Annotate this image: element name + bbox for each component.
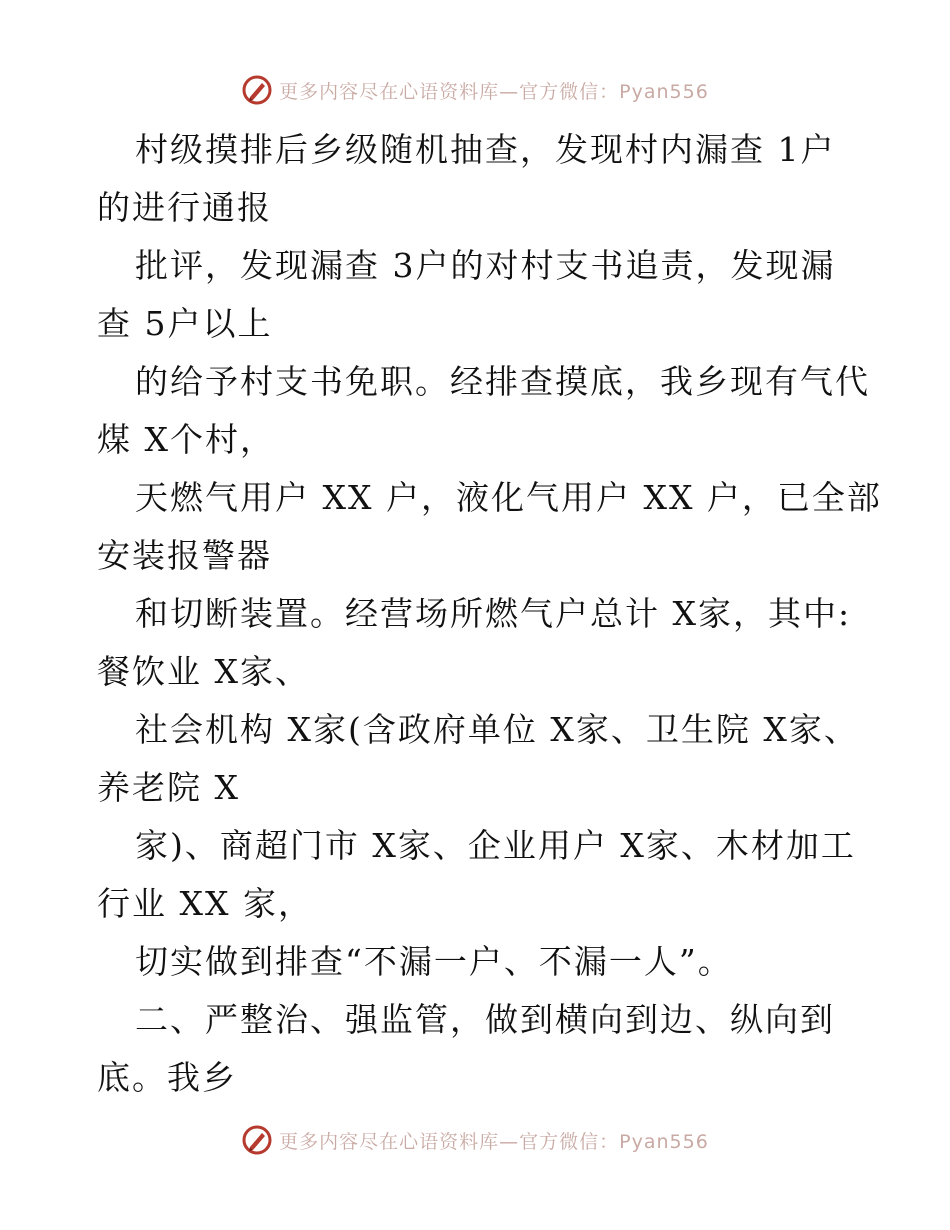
paragraph-line: 家)、商超门市 X家、企业用户 X家、木材加工 xyxy=(135,826,856,865)
paragraph-line: 的给予村支书免职。经排查摸底，我乡现有气代 xyxy=(135,362,870,401)
watermark-text: 更多内容尽在心语资料库—官方微信：Pyan556 xyxy=(279,1130,709,1153)
paragraph-line: 安装报警器 xyxy=(97,536,272,575)
paragraph-line: 养老院 X xyxy=(97,768,240,807)
section-heading-line: 二、严整治、强监管，做到横向到边、纵向到 xyxy=(135,1000,835,1039)
paragraph-line: 底。我乡 xyxy=(97,1058,237,1097)
pen-logo-icon xyxy=(241,1124,273,1156)
watermark-text: 更多内容尽在心语资料库—官方微信：Pyan556 xyxy=(279,80,709,103)
paragraph-line: 批评，发现漏查 3户的对村支书追责，发现漏 xyxy=(135,246,836,285)
paragraph-line: 查 5户以上 xyxy=(97,304,273,343)
paragraph-line: 切实做到排查“不漏一户、不漏一人”。 xyxy=(135,942,733,981)
paragraph-line: 的进行通报 xyxy=(97,188,272,227)
paragraph-line: 和切断装置。经营场所燃气户总计 X家，其中: xyxy=(135,594,852,633)
paragraph-line: 行业 XX 家， xyxy=(97,884,313,923)
footer-watermark xyxy=(0,1120,950,1160)
paragraph-line: 餐饮业 X家、 xyxy=(97,652,310,691)
paragraph-line: 村级摸排后乡级随机抽查，发现村内漏查 1户 xyxy=(135,130,836,169)
paragraph-line: 煤 X个村， xyxy=(97,420,275,459)
paragraph-line: 社会机构 X家(含政府单位 X家、卫生院 X家、 xyxy=(135,710,859,749)
paragraph-line: 天燃气用户 XX 户，液化气用户 XX 户，已全部 xyxy=(135,478,882,517)
